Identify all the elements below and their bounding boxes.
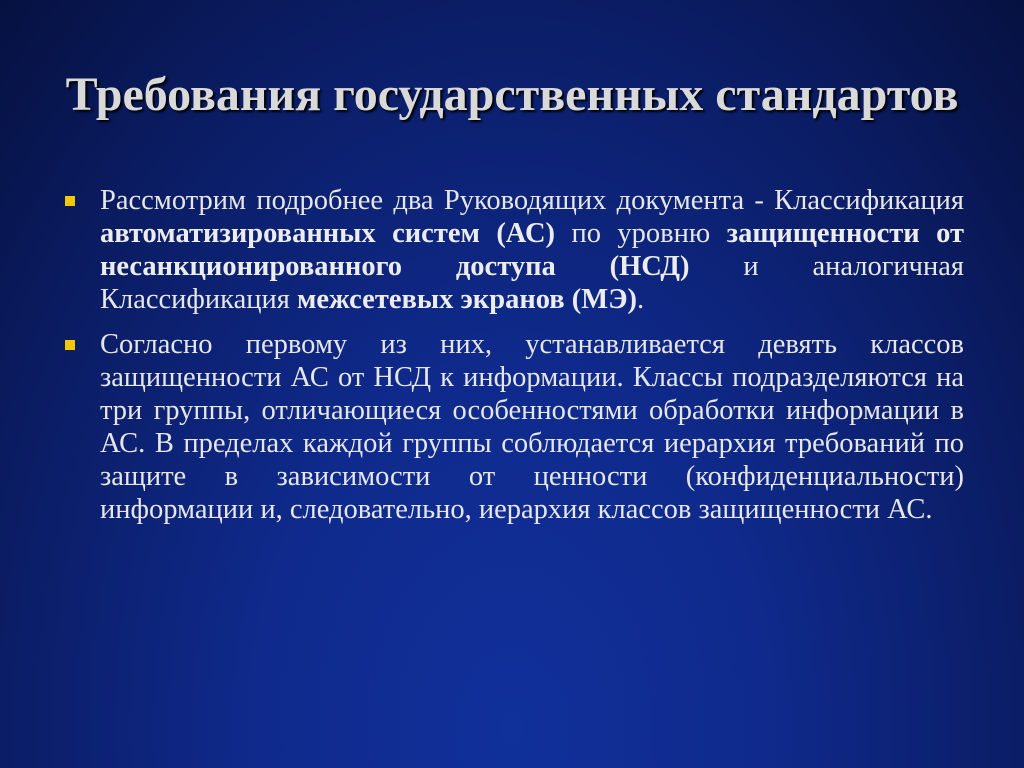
bullet-item-1 [62,184,964,316]
square-bullet-icon [65,196,75,206]
bullet-text: Согласно первому из них, устанавливается девять классов защищенности АС от НСД к информации. Классы подразделяются на три группы, отличающиеся особенностями обработки информации в АС. В пределах каждой группы соблюдается иерархия требований по защите в зависимости от ценности (конфиденциальности) информации и, следовательно, иерархия классов защищенности АС. [100,329,964,525]
bullet-text [100,185,964,315]
bold-term-me: межсетевых экранов (МЭ) [296,284,638,315]
slide-content [62,184,964,538]
slide-title: Требования государственных стандартов [65,68,959,122]
bold-term-nsd: защищенности от несанкционированного доступа (НСД) [100,218,964,282]
text-run: и аналогичная Классификация [100,251,965,315]
text-run: по уровню [555,218,727,249]
text-run: Рассмотрим подробнее два Руководящих документа - Классификация [100,185,964,216]
text-run: . [637,284,645,315]
bullet-item-2 [62,328,964,526]
square-bullet-icon [65,340,75,350]
bold-term-as: автоматизированных систем (АС) [100,218,556,249]
